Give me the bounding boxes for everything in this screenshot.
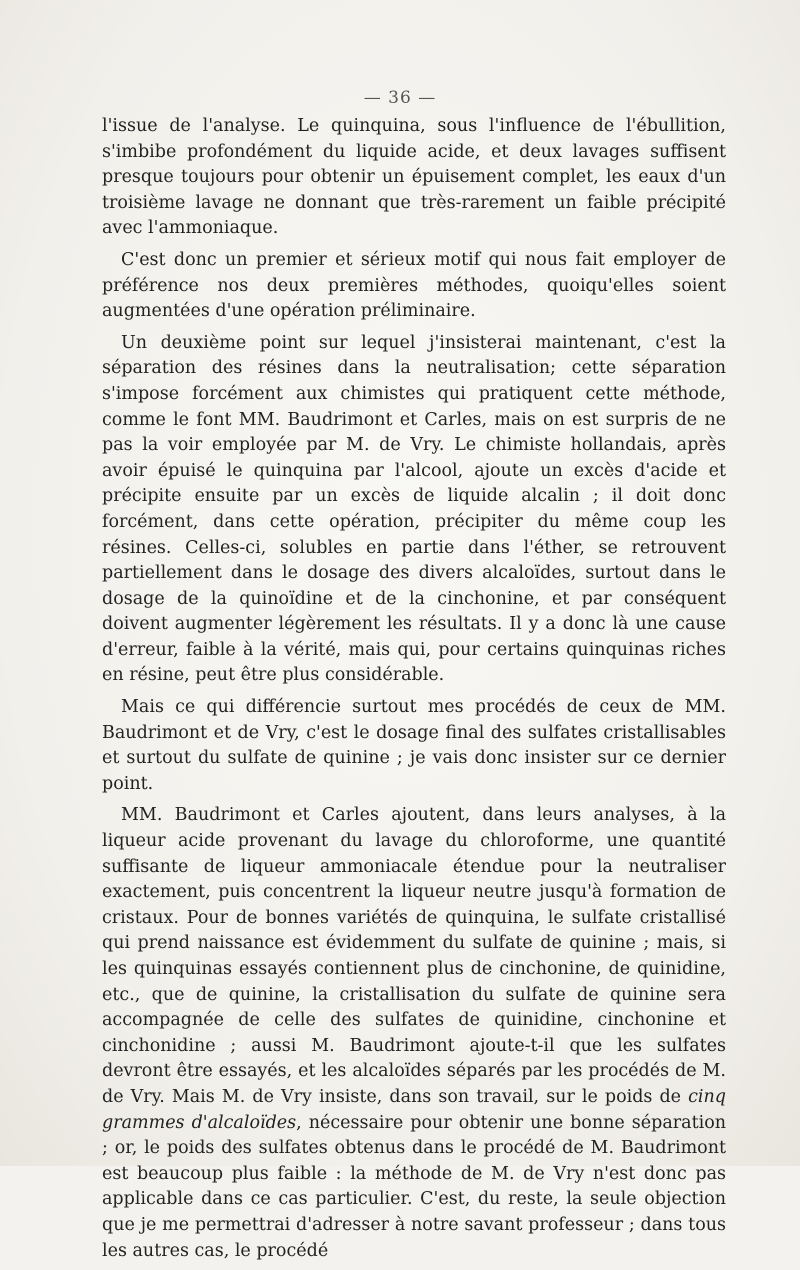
- paragraph-1: l'issue de l'analyse. Le quinquina, sous l'influence de l'ébullition, s'imbibe profondément du liquide acide, et deux lavages suffisent presque toujours pour obtenir un épuisement complet, les eaux d'un troisième lavage ne donnant que très-rarement un faible précipité avec l'ammoniaque.: [102, 116, 726, 239]
- paragraph-5-emphasis: cinq grammes d'alcaloïdes: [102, 1086, 726, 1133]
- paragraph-2: C'est donc un premier et sérieux motif qui nous fait employer de préférence nos deux premières méthodes, quoiqu'elles soient augmentées d'une opération préliminaire.: [102, 249, 726, 322]
- paragraph-4: Mais ce qui différencie surtout mes procédés de ceux de MM. Baudrimont et de Vry, c'est le dosage final des sulfates cristallisables et surtout du sulfate de quinine ; je vais donc insister sur ce dernier point.: [102, 697, 726, 794]
- paragraph-5-text-after: , nécessaire pour obtenir une bonne séparation ; or, le poids des sulfates obtenus dans le procédé de M. Baudrimont est beaucoup plus faible : la méthode de M. de Vry n'est donc pas applicable dans ce cas particulier. C'est, du reste, la seule objection que je me permettrai d'adresser à notre savant professeur ; dans tous les autres cas, le procédé: [102, 1112, 727, 1261]
- page-number: — 36 —: [363, 88, 437, 108]
- body-text: [102, 114, 726, 1270]
- paragraph-5: [102, 803, 726, 1264]
- paragraph-5-text-before: MM. Baudrimont et Carles ajoutent, dans leurs analyses, à la liqueur acide provenant du lavage du chloroforme, une quantité suffisante de liqueur ammoniacale étendue pour la neutraliser exactement, puis concentrent la liqueur neutre jusqu'à formation de cristaux. Pour de bonnes variétés de quinquina, le sulfate cristallisé qui prend naissance est évidemment du sulfate de quinine ; mais, si les quinquinas essayés contiennent plus de cinchonine, de quinidine, etc., que de quinine, la cristallisation du sulfate de quinine sera accompagnée de celle des sulfates de quinidine, cinchonine et cinchonidine ; aussi M. Baudrimont ajoute-t-il que les sulfates devront être essayés, et les alcaloïdes séparés par les procédés de M. de Vry. Mais M. de Vry insiste, dans son travail, sur le poids de: [102, 805, 726, 1107]
- paragraph-3: Un deuxième point sur lequel j'insisterai maintenant, c'est la séparation des résines dans la neutralisation; cette séparation s'impose forcément aux chimistes qui pratiquent cette méthode, comme le font MM. Baudrimont et Carles, mais on est surpris de ne pas la voir employée par M. de Vry. Le chimiste hollandais, après avoir épuisé le quinquina par l'alcool, ajoute un excès d'acide et précipite ensuite par un excès de liquide alcalin ; il doit donc forcément, dans cette opération, précipiter du même coup les résines. Celles-ci, solubles en partie dans l'éther, se retrouvent partiellement dans le dosage des divers alcaloïdes, surtout dans le dosage de la quinoïdine et de la cinchonine, et par conséquent doivent augmenter légèrement les résultats. Il y a donc là une cause d'erreur, faible à la vérité, mais qui, pour certains quinquinas riches en résine, peut être plus considérable.: [102, 332, 726, 686]
